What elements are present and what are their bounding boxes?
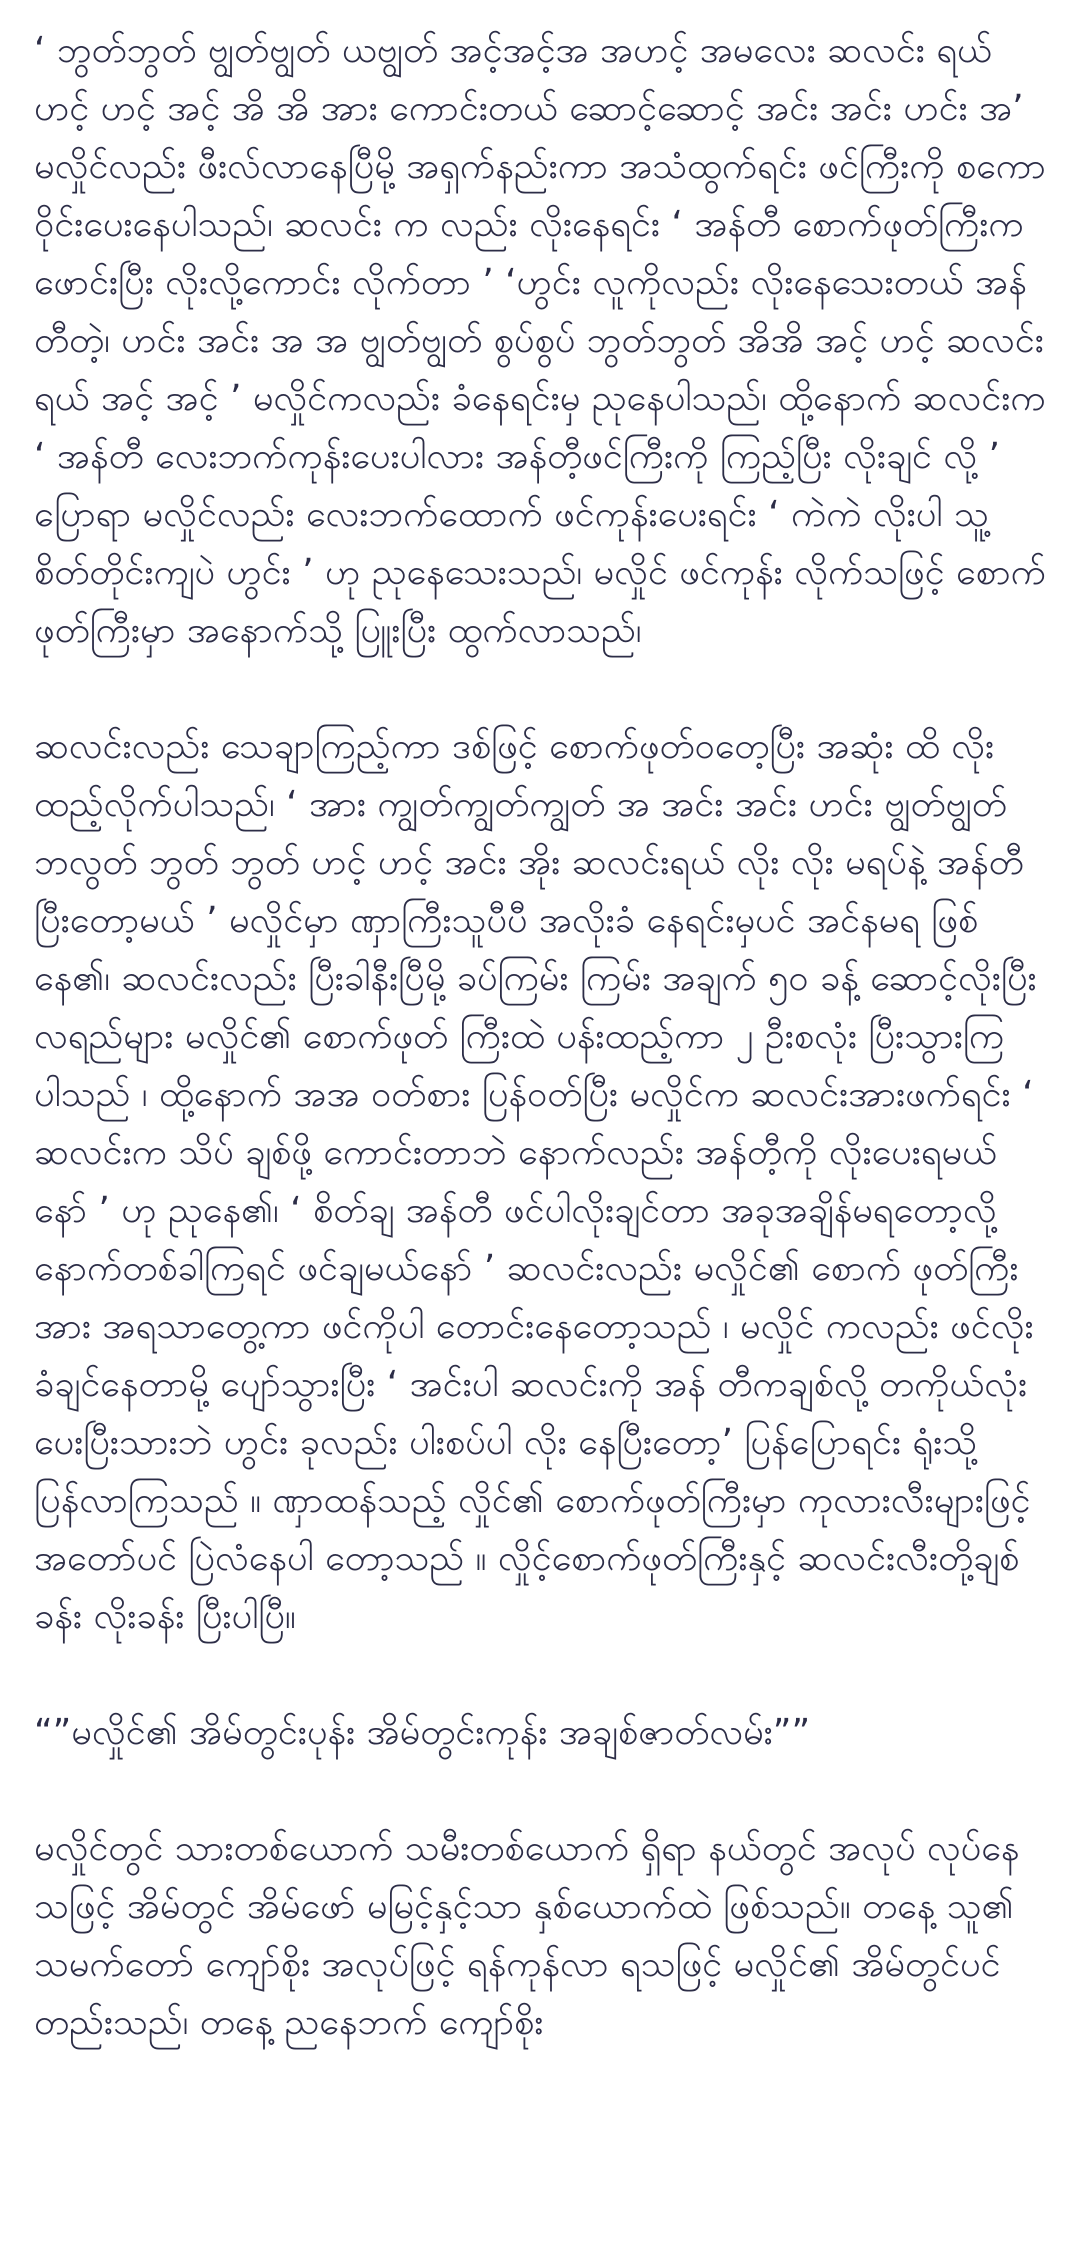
paragraph: မလှိုင်တွင် သားတစ်ယောက် သမီးတစ်ယောက် ရှိရာ နယ်တွင် အလုပ် လုပ်နေသဖြင့် အိမ်တွင် အိမ်ဖော် မမြင့်နှင့်သာ နှစ်ယောက်ထဲ ဖြစ်သည်။ တနေ့ သူ၏ သမက်တော် ကျော်စိုး အလုပ်ဖြင့် ရန်ကုန်လာ ရသဖြင့် မလှိုင်၏ အိမ်တွင်ပင် တည်းသည်၊ တနေ့ ညနေဘက် ကျော်စိုး	[34, 1828, 1020, 2043]
paragraph: ဆလင်းလည်း သေချာကြည့်ကာ ဒစ်ဖြင့် စောက်ဖုတ်ဝတေ့ပြီး အဆုံး ထိ လိုးထည့်လိုက်ပါသည်၊ ‘ အား ကျွတ်ကျွတ်ကျွတ် အ အင်း အင်း ဟင်း ဗျွတ်ဗျွတ် ဘလွတ် ဘွတ် ဘွတ် ဟင့် ဟင့် အင်း အိုး ဆလင်းရယ် လိုး လိုး မရပ်နဲ့ အန်တီ ပြီးတော့မယ် ’ မလှိုင်မှာ ဏှာကြီးသူပီပီ အလိုးခံ နေရင်းမှပင် အင်နမရ ဖြစ်နေ၏၊ ဆလင်းလည်း ပြီးခါနီးပြီမို့ ခပ်ကြမ်း ကြမ်း အချက် ၅၀ ခန့် ဆောင့်လိုးပြီး လရည်များ မလှိုင်၏ စောက်ဖုတ် ကြီးထဲ ပန်းထည့်ကာ ၂ ဦးစလုံး ပြီးသွားကြပါသည် ၊ ထို့နောက် အအ ဝတ်စား ပြန်ဝတ်ပြီး မလှိုင်က ဆလင်းအားဖက်ရင်း ‘ ဆလင်းက သိပ် ချစ်ဖို့ ကောင်းတာဘဲ နောက်လည်း အန်တီ့ကို လိုးပေးရမယ်နော် ’ ဟု ညုနေ၏၊ ‘ စိတ်ချ အန်တီ ဖင်ပါလိုးချင်တာ အခုအချိန်မရတော့လို့ နောက်တစ်ခါကြရင် ဖင်ချမယ်နော် ’ ဆလင်းလည်း မလှိုင်၏ စောက် ဖုတ်ကြီးအား အရသာတွေ့ကာ ဖင်ကိုပါ တောင်းနေတော့သည် ၊ မလှိုင် ကလည်း ဖင်လိုးခံချင်နေတာမို့ ပျော်သွားပြီး ‘ အင်းပါ ဆလင်းကို အန် တီကချစ်လို့ တကိုယ်လုံး ပေးပြီးသားဘဲ ဟွင်း ခုလည်း ပါးစပ်ပါ လိုး နေပြီးတော့’ ပြန်ပြောရင်း ရုံးသို့ပြန်လာကြသည် ။ ဏှာထန်သည့် လှိုင်၏ စောက်ဖုတ်ကြီးမှာ ကုလားလီးများဖြင့် အတော်ပင် ပြဲလံနေပါ တော့သည် ။ လှိုင့်စောက်ဖုတ်ကြီးနှင့် ဆလင်းလီးတို့ချစ်ခန်း လိုးခန်း ပြီးပါပြီ။	[34, 726, 1037, 1637]
paragraph: ‘ ဘွတ်ဘွတ် ဗျွတ်ဗျွတ် ယဗျွတ် အင့်အင့်အ အဟင့် အမလေး ဆလင်း ရယ် ဟင့် ဟင့် အင့် အိ အိ အား ကောင်းတယ် ဆောင့်ဆောင့် အင်း အင်း ဟင်း အ’ မလှိုင်လည်း ဖီးလ်လာနေပြီမို့ အရှက်နည်းကာ အသံထွက်ရင်း ဖင်ကြီးကို စကောဝိုင်းပေးနေပါသည်၊ ဆလင်း က လည်း လိုးနေရင်း ‘ အန်တီ စောက်ဖုတ်ကြီးက ဖောင်းပြီး လိုးလို့ကောင်း လိုက်တာ ’ ‘ဟွင်း လူကိုလည်း လိုးနေသေးတယ် အန်တီတဲ့၊ ဟင်း အင်း အ အ ဗျွတ်ဗျွတ် စွပ်စွပ် ဘွတ်ဘွတ် အိအိ အင့် ဟင့် ဆလင်းရယ် အင့် အင့် ’ မလှိုင်ကလည်း ခံနေရင်းမှ ညုနေပါသည်၊ ထို့နောက် ဆလင်းက ‘ အန်တီ လေးဘက်ကုန်းပေးပါလား အန်တီ့ဖင်ကြီးကို ကြည့်ပြီး လိုးချင် လို့ ’ ပြောရာ မလှိုင်လည်း လေးဘက်ထောက် ဖင်ကုန်းပေးရင်း ‘ ကဲကဲ လိုးပါ သူ့စိတ်တိုင်းကျပဲ ဟွင်း ’ ဟု ညုနေသေးသည်၊ မလှိုင် ဖင်ကုန်း လိုက်သဖြင့် စောက်ဖုတ်ကြီးမှာ အနောက်သို့ ပြူးပြီး ထွက်လာသည်၊	[34, 30, 1046, 651]
article-body	[34, 22, 1046, 2052]
section-heading: “”မလှိုင်၏ အိမ်တွင်းပုန်း အိမ်တွင်းကုန်း အချစ်ဇာတ်လမ်း””	[34, 1712, 811, 1753]
